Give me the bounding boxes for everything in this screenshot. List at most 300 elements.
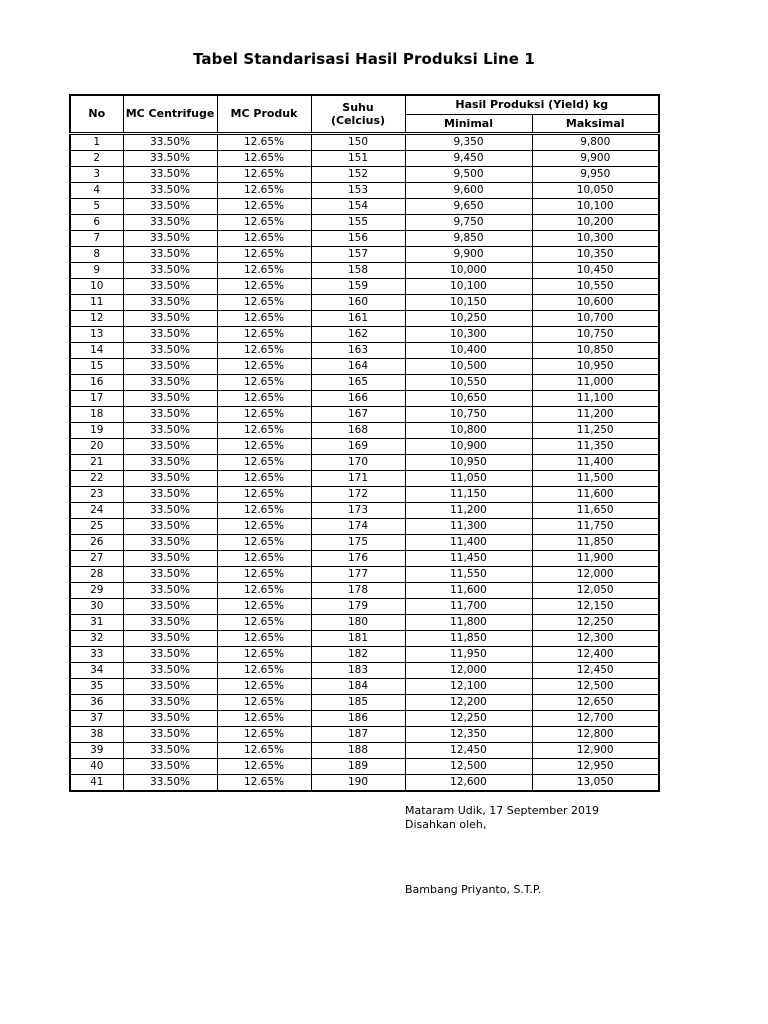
cell-mc-produk: 12.65% — [217, 182, 311, 198]
col-header-mc-centrifuge: MC Centrifuge — [123, 95, 217, 133]
cell-no: 35 — [70, 678, 123, 694]
cell-mc-produk: 12.65% — [217, 614, 311, 630]
cell-mc-produk: 12.65% — [217, 598, 311, 614]
cell-mc-centrifuge: 33.50% — [123, 486, 217, 502]
cell-no: 12 — [70, 310, 123, 326]
cell-mc-produk: 12.65% — [217, 390, 311, 406]
cell-no: 4 — [70, 182, 123, 198]
cell-mc-produk: 12.65% — [217, 486, 311, 502]
cell-mc-produk: 12.65% — [217, 310, 311, 326]
cell-minimal: 11,850 — [405, 630, 532, 646]
table-row — [70, 262, 659, 278]
cell-maksimal: 10,350 — [532, 246, 659, 262]
cell-mc-produk: 12.65% — [217, 150, 311, 166]
cell-no: 26 — [70, 534, 123, 550]
cell-no: 7 — [70, 230, 123, 246]
cell-minimal: 11,700 — [405, 598, 532, 614]
cell-maksimal: 10,300 — [532, 230, 659, 246]
cell-maksimal: 12,250 — [532, 614, 659, 630]
cell-no: 19 — [70, 422, 123, 438]
cell-maksimal: 12,950 — [532, 758, 659, 774]
table-row — [70, 534, 659, 550]
cell-minimal: 10,550 — [405, 374, 532, 390]
cell-maksimal: 11,350 — [532, 438, 659, 454]
cell-minimal: 9,650 — [405, 198, 532, 214]
col-header-suhu-line1: Suhu — [342, 100, 374, 114]
col-header-no: No — [70, 95, 123, 133]
table-row — [70, 710, 659, 726]
table-row — [70, 198, 659, 214]
cell-mc-centrifuge: 33.50% — [123, 278, 217, 294]
cell-minimal: 11,600 — [405, 582, 532, 598]
cell-mc-produk: 12.65% — [217, 582, 311, 598]
cell-mc-centrifuge: 33.50% — [123, 550, 217, 566]
cell-minimal: 10,400 — [405, 342, 532, 358]
cell-minimal: 12,250 — [405, 710, 532, 726]
table-row — [70, 278, 659, 294]
table-row — [70, 326, 659, 342]
cell-suhu: 171 — [311, 470, 405, 486]
cell-maksimal: 11,250 — [532, 422, 659, 438]
cell-maksimal: 12,500 — [532, 678, 659, 694]
cell-minimal: 10,250 — [405, 310, 532, 326]
cell-maksimal: 10,100 — [532, 198, 659, 214]
table-row — [70, 614, 659, 630]
cell-maksimal: 10,450 — [532, 262, 659, 278]
cell-maksimal: 12,300 — [532, 630, 659, 646]
cell-maksimal: 11,750 — [532, 518, 659, 534]
cell-suhu: 152 — [311, 166, 405, 182]
cell-minimal: 9,850 — [405, 230, 532, 246]
cell-mc-centrifuge: 33.50% — [123, 326, 217, 342]
cell-minimal: 11,800 — [405, 614, 532, 630]
table-row — [70, 438, 659, 454]
cell-mc-centrifuge: 33.50% — [123, 438, 217, 454]
cell-mc-centrifuge: 33.50% — [123, 470, 217, 486]
cell-minimal: 12,200 — [405, 694, 532, 710]
cell-minimal: 12,350 — [405, 726, 532, 742]
table-row — [70, 726, 659, 742]
cell-minimal: 10,300 — [405, 326, 532, 342]
cell-suhu: 158 — [311, 262, 405, 278]
table-row — [70, 374, 659, 390]
col-header-mc-produk: MC Produk — [217, 95, 311, 133]
cell-minimal: 9,600 — [405, 182, 532, 198]
cell-suhu: 156 — [311, 230, 405, 246]
cell-mc-centrifuge: 33.50% — [123, 406, 217, 422]
cell-maksimal: 11,600 — [532, 486, 659, 502]
col-header-maksimal: Maksimal — [532, 114, 659, 133]
cell-mc-produk: 12.65% — [217, 374, 311, 390]
cell-maksimal: 11,100 — [532, 390, 659, 406]
table-row — [70, 582, 659, 598]
cell-minimal: 11,200 — [405, 502, 532, 518]
cell-maksimal: 10,200 — [532, 214, 659, 230]
cell-mc-centrifuge: 33.50% — [123, 582, 217, 598]
cell-no: 36 — [70, 694, 123, 710]
cell-suhu: 179 — [311, 598, 405, 614]
cell-mc-centrifuge: 33.50% — [123, 182, 217, 198]
cell-mc-centrifuge: 33.50% — [123, 230, 217, 246]
cell-no: 20 — [70, 438, 123, 454]
cell-mc-produk: 12.65% — [217, 133, 311, 150]
cell-suhu: 154 — [311, 198, 405, 214]
cell-maksimal: 12,900 — [532, 742, 659, 758]
cell-maksimal: 11,850 — [532, 534, 659, 550]
cell-maksimal: 12,400 — [532, 646, 659, 662]
table-row — [70, 166, 659, 182]
table-row — [70, 518, 659, 534]
cell-mc-produk: 12.65% — [217, 422, 311, 438]
cell-mc-centrifuge: 33.50% — [123, 294, 217, 310]
cell-suhu: 151 — [311, 150, 405, 166]
cell-no: 34 — [70, 662, 123, 678]
cell-maksimal: 10,550 — [532, 278, 659, 294]
cell-mc-centrifuge: 33.50% — [123, 694, 217, 710]
table-row — [70, 230, 659, 246]
cell-mc-produk: 12.65% — [217, 166, 311, 182]
cell-minimal: 11,450 — [405, 550, 532, 566]
cell-suhu: 169 — [311, 438, 405, 454]
cell-maksimal: 10,050 — [532, 182, 659, 198]
cell-mc-centrifuge: 33.50% — [123, 390, 217, 406]
cell-minimal: 12,450 — [405, 742, 532, 758]
col-header-minimal: Minimal — [405, 114, 532, 133]
cell-minimal: 9,450 — [405, 150, 532, 166]
cell-no: 15 — [70, 358, 123, 374]
cell-minimal: 12,100 — [405, 678, 532, 694]
cell-minimal: 9,350 — [405, 133, 532, 150]
cell-no: 5 — [70, 198, 123, 214]
cell-mc-centrifuge: 33.50% — [123, 646, 217, 662]
cell-mc-centrifuge: 33.50% — [123, 662, 217, 678]
cell-mc-centrifuge: 33.50% — [123, 678, 217, 694]
table-row — [70, 294, 659, 310]
cell-minimal: 12,600 — [405, 774, 532, 791]
cell-suhu: 176 — [311, 550, 405, 566]
cell-no: 1 — [70, 133, 123, 150]
cell-no: 27 — [70, 550, 123, 566]
cell-mc-centrifuge: 33.50% — [123, 614, 217, 630]
cell-no: 6 — [70, 214, 123, 230]
cell-maksimal: 10,700 — [532, 310, 659, 326]
cell-mc-produk: 12.65% — [217, 262, 311, 278]
cell-mc-centrifuge: 33.50% — [123, 198, 217, 214]
table-row — [70, 310, 659, 326]
cell-suhu: 159 — [311, 278, 405, 294]
cell-no: 40 — [70, 758, 123, 774]
cell-minimal: 10,100 — [405, 278, 532, 294]
table-body — [70, 133, 659, 791]
cell-no: 41 — [70, 774, 123, 791]
cell-suhu: 170 — [311, 454, 405, 470]
cell-no: 37 — [70, 710, 123, 726]
table-row — [70, 742, 659, 758]
cell-maksimal: 12,150 — [532, 598, 659, 614]
cell-maksimal: 10,850 — [532, 342, 659, 358]
cell-no: 16 — [70, 374, 123, 390]
cell-minimal: 10,500 — [405, 358, 532, 374]
footer-signatory: Bambang Priyanto, S.T.P. — [405, 883, 542, 896]
cell-mc-produk: 12.65% — [217, 198, 311, 214]
cell-minimal: 10,800 — [405, 422, 532, 438]
cell-minimal: 11,400 — [405, 534, 532, 550]
cell-maksimal: 12,800 — [532, 726, 659, 742]
cell-suhu: 172 — [311, 486, 405, 502]
table-row — [70, 150, 659, 166]
cell-no: 17 — [70, 390, 123, 406]
cell-mc-centrifuge: 33.50% — [123, 774, 217, 791]
cell-mc-produk: 12.65% — [217, 342, 311, 358]
cell-minimal: 10,000 — [405, 262, 532, 278]
cell-maksimal: 10,750 — [532, 326, 659, 342]
cell-suhu: 150 — [311, 133, 405, 150]
cell-suhu: 182 — [311, 646, 405, 662]
cell-minimal: 9,500 — [405, 166, 532, 182]
cell-suhu: 181 — [311, 630, 405, 646]
cell-no: 39 — [70, 742, 123, 758]
footer-approved-by: Disahkan oleh, — [405, 818, 487, 831]
cell-no: 8 — [70, 246, 123, 262]
table-row — [70, 214, 659, 230]
col-header-hasil-produksi: Hasil Produksi (Yield) kg — [405, 95, 659, 114]
table-row — [70, 470, 659, 486]
cell-no: 2 — [70, 150, 123, 166]
table-row — [70, 678, 659, 694]
table-row — [70, 246, 659, 262]
cell-mc-produk: 12.65% — [217, 278, 311, 294]
cell-minimal: 10,650 — [405, 390, 532, 406]
cell-maksimal: 11,650 — [532, 502, 659, 518]
cell-mc-centrifuge: 33.50% — [123, 214, 217, 230]
cell-mc-produk: 12.65% — [217, 774, 311, 791]
cell-mc-produk: 12.65% — [217, 246, 311, 262]
cell-mc-produk: 12.65% — [217, 758, 311, 774]
cell-maksimal: 13,050 — [532, 774, 659, 791]
cell-no: 33 — [70, 646, 123, 662]
cell-maksimal: 12,700 — [532, 710, 659, 726]
cell-mc-centrifuge: 33.50% — [123, 262, 217, 278]
cell-suhu: 175 — [311, 534, 405, 550]
cell-suhu: 164 — [311, 358, 405, 374]
footer-place-date: Mataram Udik, 17 September 2019 — [405, 804, 599, 817]
cell-mc-produk: 12.65% — [217, 214, 311, 230]
cell-no: 31 — [70, 614, 123, 630]
cell-minimal: 11,550 — [405, 566, 532, 582]
cell-mc-produk: 12.65% — [217, 646, 311, 662]
cell-minimal: 9,900 — [405, 246, 532, 262]
cell-suhu: 186 — [311, 710, 405, 726]
cell-suhu: 153 — [311, 182, 405, 198]
cell-no: 9 — [70, 262, 123, 278]
cell-maksimal: 12,050 — [532, 582, 659, 598]
table-row — [70, 406, 659, 422]
table-row — [70, 598, 659, 614]
cell-maksimal: 9,950 — [532, 166, 659, 182]
cell-minimal: 10,950 — [405, 454, 532, 470]
cell-maksimal: 11,900 — [532, 550, 659, 566]
cell-suhu: 155 — [311, 214, 405, 230]
cell-no: 24 — [70, 502, 123, 518]
col-header-suhu-line2: (Celcius) — [330, 113, 386, 127]
table-row — [70, 550, 659, 566]
cell-mc-produk: 12.65% — [217, 406, 311, 422]
cell-mc-centrifuge: 33.50% — [123, 342, 217, 358]
cell-mc-produk: 12.65% — [217, 470, 311, 486]
cell-suhu: 187 — [311, 726, 405, 742]
cell-mc-centrifuge: 33.50% — [123, 534, 217, 550]
cell-no: 30 — [70, 598, 123, 614]
cell-mc-centrifuge: 33.50% — [123, 454, 217, 470]
table-row — [70, 646, 659, 662]
cell-suhu: 160 — [311, 294, 405, 310]
cell-suhu: 183 — [311, 662, 405, 678]
cell-maksimal: 12,650 — [532, 694, 659, 710]
table-row — [70, 133, 659, 150]
cell-minimal: 10,150 — [405, 294, 532, 310]
cell-mc-produk: 12.65% — [217, 326, 311, 342]
table-row — [70, 662, 659, 678]
cell-mc-produk: 12.65% — [217, 454, 311, 470]
table-row — [70, 454, 659, 470]
table-row — [70, 182, 659, 198]
cell-mc-produk: 12.65% — [217, 630, 311, 646]
page-title: Tabel Standarisasi Hasil Produksi Line 1 — [193, 50, 535, 68]
cell-no: 29 — [70, 582, 123, 598]
cell-suhu: 185 — [311, 694, 405, 710]
cell-mc-produk: 12.65% — [217, 358, 311, 374]
table-row — [70, 758, 659, 774]
cell-minimal: 12,000 — [405, 662, 532, 678]
cell-mc-centrifuge: 33.50% — [123, 166, 217, 182]
cell-mc-centrifuge: 33.50% — [123, 518, 217, 534]
cell-no: 3 — [70, 166, 123, 182]
table-row — [70, 630, 659, 646]
cell-mc-centrifuge: 33.50% — [123, 310, 217, 326]
cell-mc-produk: 12.65% — [217, 230, 311, 246]
cell-mc-produk: 12.65% — [217, 694, 311, 710]
cell-mc-centrifuge: 33.50% — [123, 742, 217, 758]
cell-no: 38 — [70, 726, 123, 742]
cell-suhu: 177 — [311, 566, 405, 582]
cell-suhu: 180 — [311, 614, 405, 630]
cell-suhu: 178 — [311, 582, 405, 598]
cell-mc-centrifuge: 33.50% — [123, 710, 217, 726]
cell-no: 13 — [70, 326, 123, 342]
table-row — [70, 566, 659, 582]
cell-no: 25 — [70, 518, 123, 534]
cell-minimal: 11,050 — [405, 470, 532, 486]
cell-maksimal: 11,200 — [532, 406, 659, 422]
cell-mc-centrifuge: 33.50% — [123, 150, 217, 166]
cell-mc-centrifuge: 33.50% — [123, 374, 217, 390]
table-row — [70, 774, 659, 791]
cell-suhu: 188 — [311, 742, 405, 758]
cell-suhu: 163 — [311, 342, 405, 358]
cell-mc-produk: 12.65% — [217, 566, 311, 582]
cell-mc-centrifuge: 33.50% — [123, 133, 217, 150]
cell-no: 21 — [70, 454, 123, 470]
cell-mc-produk: 12.65% — [217, 550, 311, 566]
cell-mc-produk: 12.65% — [217, 726, 311, 742]
cell-mc-produk: 12.65% — [217, 438, 311, 454]
cell-no: 14 — [70, 342, 123, 358]
cell-no: 18 — [70, 406, 123, 422]
standardization-table — [69, 94, 660, 792]
cell-mc-produk: 12.65% — [217, 534, 311, 550]
cell-suhu: 168 — [311, 422, 405, 438]
table-row — [70, 694, 659, 710]
cell-suhu: 161 — [311, 310, 405, 326]
cell-no: 32 — [70, 630, 123, 646]
cell-suhu: 184 — [311, 678, 405, 694]
cell-mc-centrifuge: 33.50% — [123, 422, 217, 438]
cell-mc-centrifuge: 33.50% — [123, 630, 217, 646]
cell-mc-produk: 12.65% — [217, 294, 311, 310]
cell-minimal: 11,150 — [405, 486, 532, 502]
cell-mc-centrifuge: 33.50% — [123, 598, 217, 614]
cell-no: 22 — [70, 470, 123, 486]
cell-mc-centrifuge: 33.50% — [123, 566, 217, 582]
table-row — [70, 390, 659, 406]
table-row — [70, 422, 659, 438]
cell-maksimal: 10,600 — [532, 294, 659, 310]
cell-mc-produk: 12.65% — [217, 710, 311, 726]
cell-mc-centrifuge: 33.50% — [123, 358, 217, 374]
cell-no: 28 — [70, 566, 123, 582]
cell-no: 10 — [70, 278, 123, 294]
cell-minimal: 12,500 — [405, 758, 532, 774]
table-row — [70, 342, 659, 358]
cell-no: 11 — [70, 294, 123, 310]
cell-minimal: 9,750 — [405, 214, 532, 230]
cell-minimal: 10,900 — [405, 438, 532, 454]
cell-maksimal: 10,950 — [532, 358, 659, 374]
table-row — [70, 486, 659, 502]
cell-suhu: 162 — [311, 326, 405, 342]
cell-no: 23 — [70, 486, 123, 502]
cell-maksimal: 9,900 — [532, 150, 659, 166]
cell-minimal: 11,950 — [405, 646, 532, 662]
cell-mc-produk: 12.65% — [217, 502, 311, 518]
cell-suhu: 166 — [311, 390, 405, 406]
cell-suhu: 174 — [311, 518, 405, 534]
cell-mc-produk: 12.65% — [217, 518, 311, 534]
cell-minimal: 11,300 — [405, 518, 532, 534]
cell-suhu: 167 — [311, 406, 405, 422]
cell-suhu: 165 — [311, 374, 405, 390]
cell-mc-produk: 12.65% — [217, 742, 311, 758]
cell-maksimal: 11,500 — [532, 470, 659, 486]
cell-suhu: 173 — [311, 502, 405, 518]
cell-mc-centrifuge: 33.50% — [123, 758, 217, 774]
cell-suhu: 157 — [311, 246, 405, 262]
cell-mc-centrifuge: 33.50% — [123, 502, 217, 518]
cell-mc-produk: 12.65% — [217, 678, 311, 694]
cell-minimal: 10,750 — [405, 406, 532, 422]
cell-mc-centrifuge: 33.50% — [123, 246, 217, 262]
cell-maksimal: 12,450 — [532, 662, 659, 678]
table-row — [70, 502, 659, 518]
cell-suhu: 190 — [311, 774, 405, 791]
cell-mc-produk: 12.65% — [217, 662, 311, 678]
cell-suhu: 189 — [311, 758, 405, 774]
cell-maksimal: 11,000 — [532, 374, 659, 390]
cell-maksimal: 9,800 — [532, 133, 659, 150]
cell-maksimal: 11,400 — [532, 454, 659, 470]
cell-mc-centrifuge: 33.50% — [123, 726, 217, 742]
col-header-suhu — [311, 95, 405, 133]
